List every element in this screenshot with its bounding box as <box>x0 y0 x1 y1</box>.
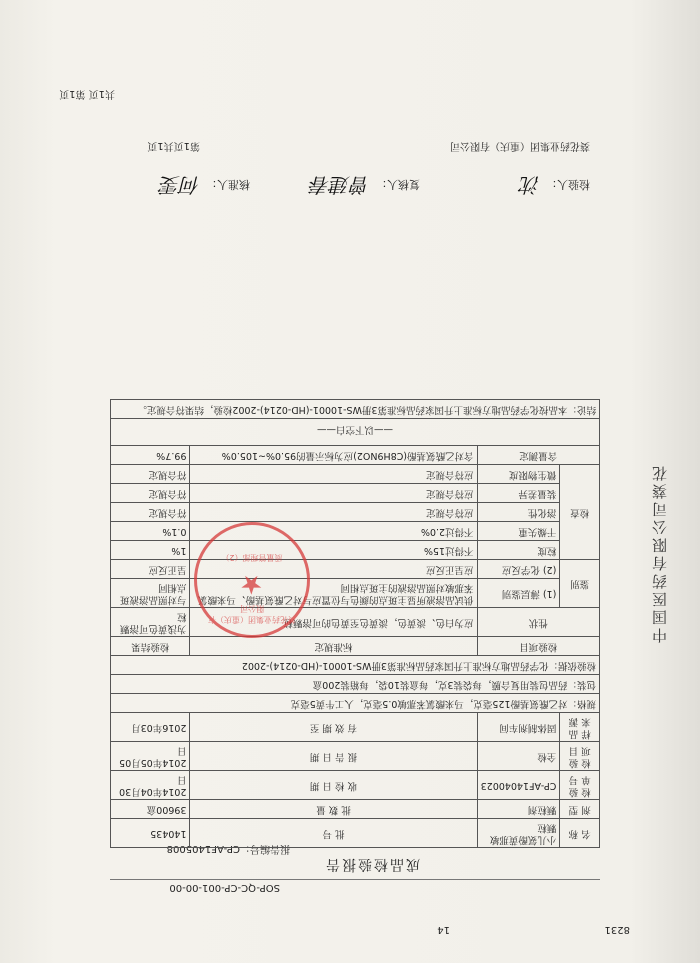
report-table <box>110 399 600 848</box>
doc-code: SOP-QC-CP-001-00-00 <box>169 882 280 893</box>
blank-area-row <box>111 419 600 446</box>
approver-signature: 何雯 <box>160 173 200 197</box>
table-row: 样 品 来 源 固体制剂车间 有 效 期 至 2016年03月 <box>111 713 600 742</box>
inspection-row: 微生物限度 应符合规定 符合规定 <box>111 465 600 484</box>
inspector-label: 检验人： <box>546 178 590 191</box>
identification-row-1: 鉴别 (1) 薄层鉴别 供试品溶液所显主斑点的颜色与位置应与对乙酰氨基酚、马来酸氯苯那敏对照品溶液的主斑点相同 与对照品溶液斑点相同 <box>111 579 600 608</box>
header-rule <box>110 879 600 880</box>
star-icon: ★ <box>239 569 263 599</box>
spec-row: 规格：对乙酰氨基酚125毫克，马来酸氯苯那敏0.5毫克，人工牛黄5毫克 <box>111 694 600 713</box>
col-header-result: 检验结果 <box>111 637 190 656</box>
assay-row: 含量测定 含对乙酰氨基酚(C8H9NO2)应为标示量的95.0%~105.0% 99.7% <box>111 446 600 465</box>
company-name: 葵花药业集团（重庆）有限公司 <box>450 140 590 151</box>
report-title: 成品检验报告 <box>324 856 420 872</box>
character-row: 性状 应为白色、淡黄色，淡黄色至黄色的可溶颗粒 为浅黄色可溶颗粒 <box>111 608 600 637</box>
inspector-signature: 沈 <box>520 173 540 197</box>
side-vertical-text: 中国医药有限公司葵花 <box>651 463 669 643</box>
package-row: 包装：药品包装用复合膜，每袋装3克，每盒装10袋，每箱装200盒 <box>111 675 600 694</box>
identification-row-2: (2) 化学反应 应呈正反应 呈正反应 <box>111 560 600 579</box>
inspection-row: 检查 粒度 不得过15% 1% <box>111 541 600 560</box>
quality-stamp <box>194 522 310 638</box>
page-number: 8231 <box>604 924 630 935</box>
page-tag: 14 <box>437 924 450 935</box>
reviewer-label: 复核人： <box>376 178 420 191</box>
stamp-bottom-text: 质量管理部（2） <box>221 553 283 562</box>
inspection-row: 干燥失重 不得过2.0% 0.1% <box>111 522 600 541</box>
approver-label: 核准人： <box>206 178 250 191</box>
basis-row: 检验依据：化学药品地方标准上升国家药品标准第3册WS-10001-(HD-0214)-2002 <box>111 656 600 675</box>
reviewer-signature: 曾建春 <box>310 173 370 197</box>
col-header-item: 检验项目 <box>477 637 599 656</box>
table-row: 检 验 单 号 CP-AF14040023 收 检 日 期 2014年04月30日 <box>111 771 600 800</box>
margin-note: 共1页 第1页 <box>59 88 115 99</box>
inspection-row: 溶化性 应符合规定 符合规定 <box>111 503 600 522</box>
conclusion-row: 结论：本品按化学药品地方标准上升国家药品标准第3册WS-10001-(HD-0214)-2002检验，结果符合规定。 <box>111 400 600 419</box>
table-row: 检 验 项 目 全检 报 告 日 期 2014年05月05日 <box>111 742 600 771</box>
inspection-row: 装量差异 应符合规定 符合规定 <box>111 484 600 503</box>
page-info: 第1页共1页 <box>147 140 200 151</box>
table-row: 剂 型 颗粒剂 批 数 量 39600盒 <box>111 800 600 819</box>
stamp-top-text: 葵花药业集团（重庆）有限公司 <box>208 604 296 624</box>
column-header-row <box>111 637 600 656</box>
table-row: 名 称 小儿氨酚黄那敏颗粒 批 号 140435 <box>111 819 600 848</box>
report-number: 报告编号：CP-AF1405008 <box>166 843 290 854</box>
end-note: ——以下空白—— <box>111 419 600 446</box>
col-header-standard: 标准规定 <box>190 637 477 656</box>
